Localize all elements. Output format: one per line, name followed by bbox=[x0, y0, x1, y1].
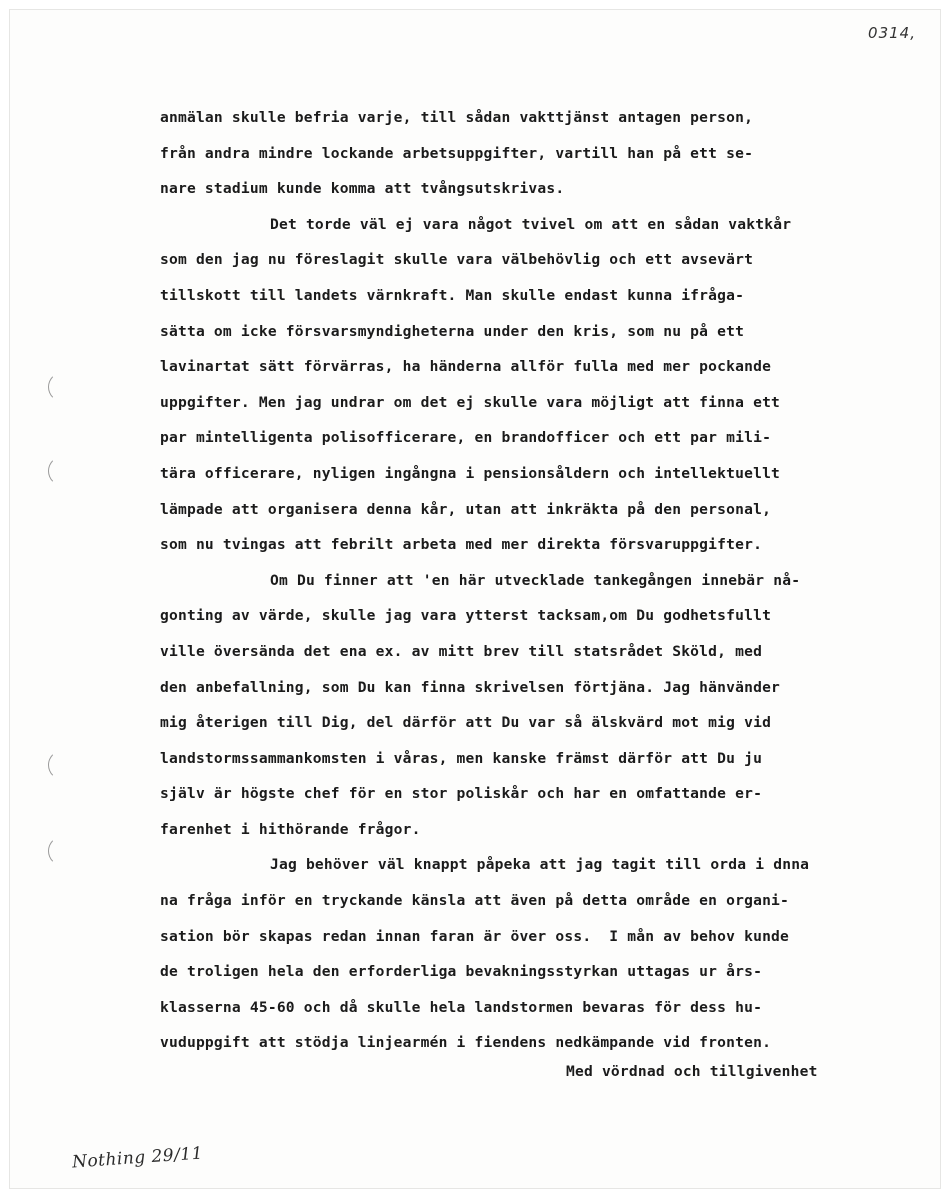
punch-hole-mark bbox=[48, 836, 78, 866]
letter-line: tära officerare, nyligen ingångna i pensionsåldern och intellektuellt bbox=[160, 464, 781, 482]
letter-line: själv är högste chef för en stor poliskår och har en omfattande er- bbox=[160, 785, 763, 803]
letter-line: Jag behöver väl knappt påpeka att jag tagit till orda i dnna bbox=[270, 856, 810, 874]
letter-line: ville översända det ena ex. av mitt brev till statsrådet Sköld, med bbox=[160, 642, 763, 660]
letter-line: landstormssammankomsten i våras, men kanske främst därför att Du ju bbox=[160, 749, 763, 767]
letter-line: na fråga inför en tryckande känsla att även på detta område en organi- bbox=[160, 892, 790, 910]
letter-line: Om Du finner att 'en här utvecklade tankegången innebär nå- bbox=[270, 571, 801, 589]
letter-line: de troligen hela den erforderliga bevakningsstyrkan uttagas ur års- bbox=[160, 963, 763, 981]
letter-line: sätta om icke försvarsmyndigheterna under den kris, som nu på ett bbox=[160, 322, 745, 340]
letter-line: tillskott till landets värnkraft. Man skulle endast kunna ifråga- bbox=[160, 286, 745, 304]
letter-line: lavinartat sätt förvärras, ha händerna allför fulla med mer pockande bbox=[160, 358, 772, 376]
letter-line: uppgifter. Men jag undrar om det ej skulle vara möjligt att finna ett bbox=[160, 393, 781, 411]
punch-hole-mark bbox=[48, 750, 78, 780]
letter-line: gonting av värde, skulle jag vara ytterst tacksam,om Du godhetsfullt bbox=[160, 607, 772, 625]
letter-line: lämpade att organisera denna kår, utan att inkräkta på den personal, bbox=[160, 500, 772, 518]
letter-line: anmälan skulle befria varje, till sådan vakttjänst antagen person, bbox=[160, 109, 754, 126]
punch-hole-mark bbox=[48, 456, 78, 486]
letter-page bbox=[10, 10, 940, 1188]
letter-line: klasserna 45-60 och då skulle hela landstormen bevaras för dess hu- bbox=[160, 998, 763, 1016]
letter-line: som den jag nu föreslagit skulle vara välbehövlig och ett avsevärt bbox=[160, 251, 754, 269]
letter-line: vuduppgift att stödja linjearmén i fiendens nedkämpande vid fronten. bbox=[160, 1034, 772, 1052]
letter-line: par mintelligenta polisofficerare, en brandofficer och ett par mili- bbox=[160, 429, 772, 447]
closing-salutation: Med vördnad och tillgivenhet bbox=[566, 1063, 818, 1080]
letter-line: från andra mindre lockande arbetsuppgifter, vartill han på ett se- bbox=[160, 144, 754, 162]
letter-body bbox=[160, 100, 880, 1061]
letter-line: Det torde väl ej vara något tvivel om att en sådan vaktkår bbox=[270, 215, 792, 233]
letter-line: mig återigen till Dig, del därför att Du var så älskvärd mot mig vid bbox=[160, 714, 772, 732]
letter-line: farenhet i hithörande frågor. bbox=[160, 820, 421, 838]
punch-hole-mark bbox=[48, 372, 78, 402]
archive-number: 0314, bbox=[868, 24, 916, 42]
letter-line: som nu tvingas att febrilt arbeta med mer direkta försvaruppgifter. bbox=[160, 536, 763, 554]
letter-line: sation bör skapas redan innan faran är över oss. I mån av behov kunde bbox=[160, 927, 790, 945]
handwritten-note: Nothing 29/11 bbox=[71, 1143, 204, 1173]
letter-line: den anbefallning, som Du kan finna skrivelsen förtjäna. Jag hänvänder bbox=[160, 678, 781, 696]
letter-line: nare stadium kunde komma att tvångsutskrivas. bbox=[160, 180, 565, 198]
